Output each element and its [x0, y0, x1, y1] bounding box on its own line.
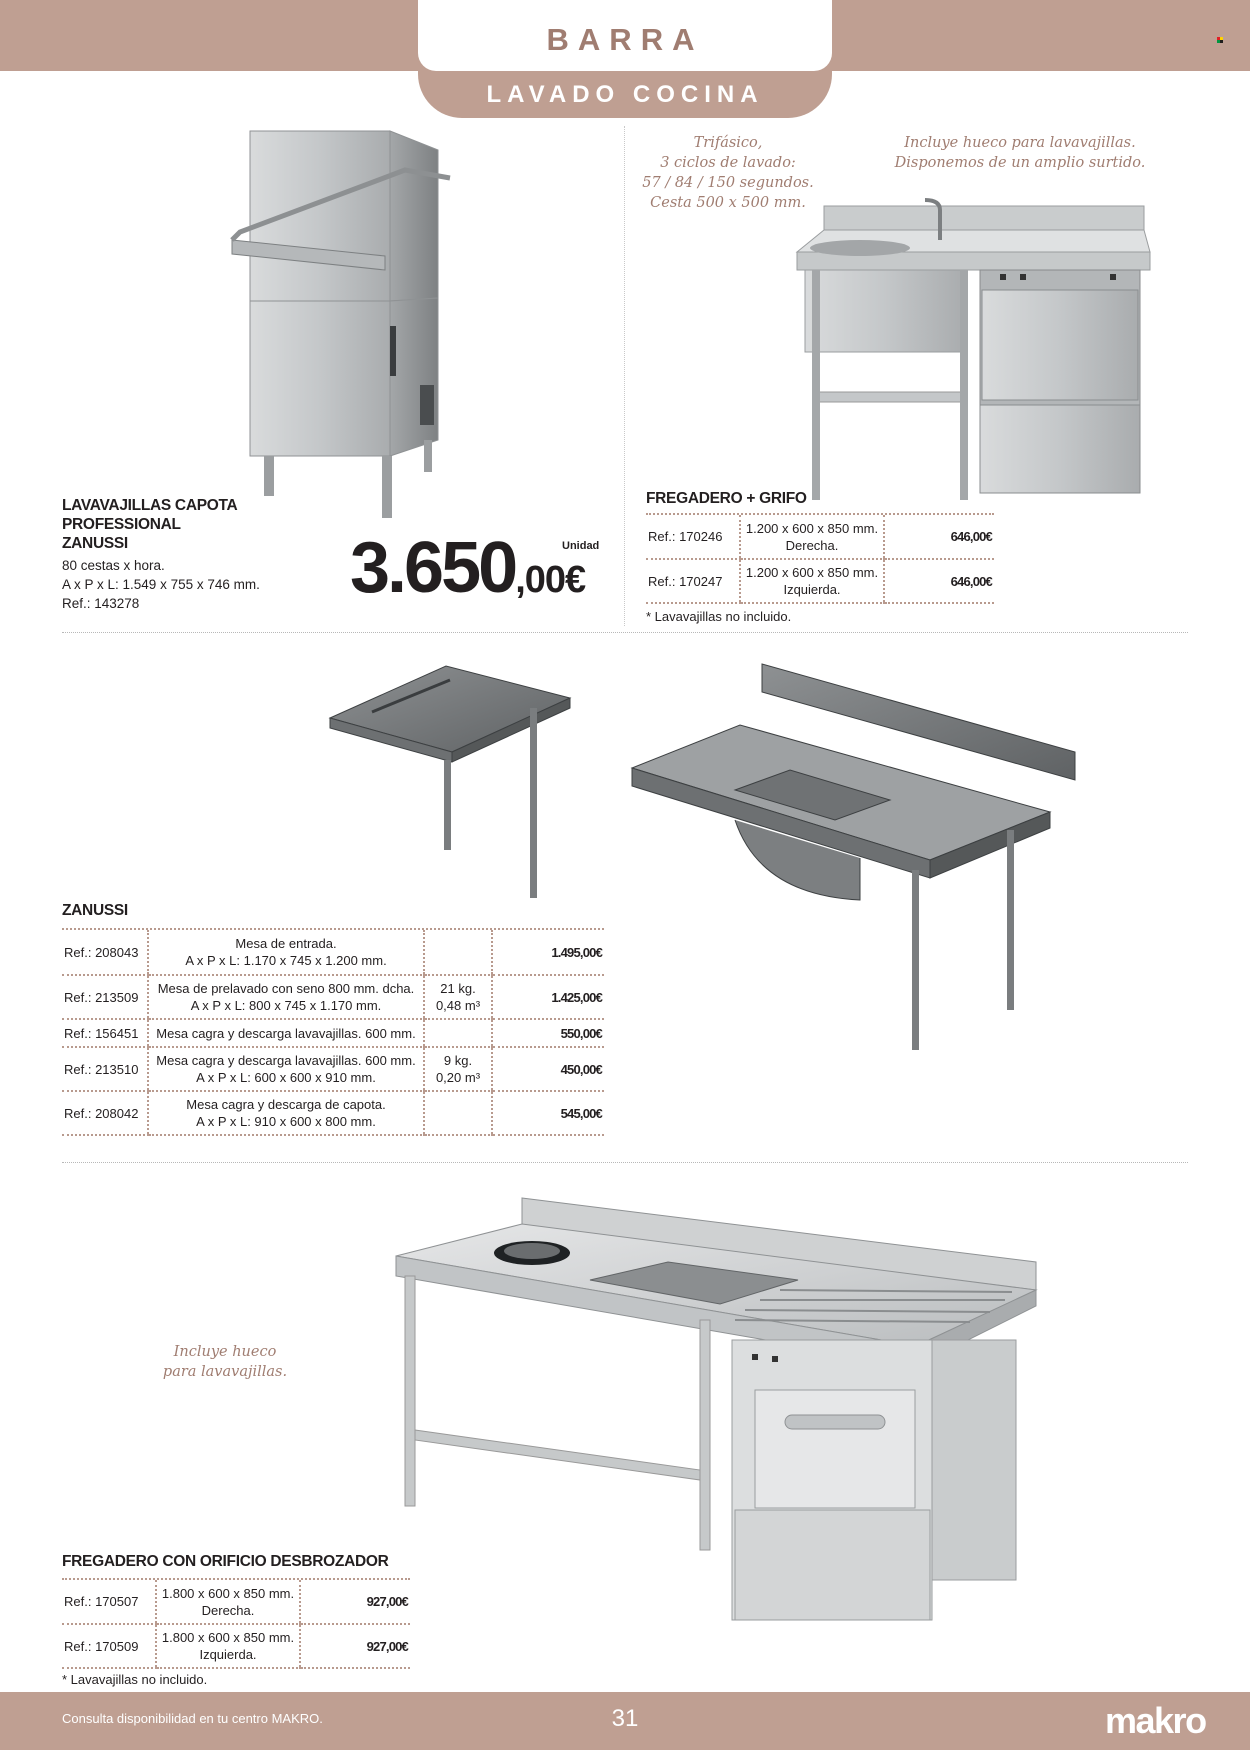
note-line: 3 ciclos de lavado:	[660, 155, 796, 171]
weight-cell	[424, 1019, 492, 1047]
desc-line: 1.200 x 600 x 850 mm.	[745, 520, 879, 536]
desc-line: Mesa de prelavado con seno 800 mm. dcha.	[157, 981, 415, 996]
price-cell: 1.425,00€	[492, 975, 604, 1019]
desc-line: Mesa de entrada.	[235, 936, 337, 951]
desc-line: Mesa cagra y descarga de capota.	[186, 1097, 386, 1112]
zanussi-table	[62, 930, 604, 1136]
table-row	[646, 559, 994, 603]
volume-line: 0,20 m³	[435, 1070, 481, 1085]
desc-cell	[148, 975, 424, 1019]
ref-cell: Ref.: 156451	[62, 1019, 148, 1047]
table-row	[646, 515, 994, 559]
desc-cell	[156, 1624, 300, 1668]
desc-line: A x P x L: 910 x 600 x 800 mm.	[196, 1114, 376, 1129]
ref-cell: Ref.: 170507	[62, 1580, 156, 1624]
note-line: Disponemos de un amplio surtido.	[894, 155, 1146, 171]
weight-line: 9 kg.	[443, 1053, 473, 1068]
desc-cell	[148, 1047, 424, 1091]
sink-faucet-title: FREGADERO + GRIFO	[646, 490, 807, 507]
price-cell: 545,00€	[492, 1091, 604, 1135]
ref-cell: Ref.: 170246	[646, 515, 740, 559]
desc-line: A x P x L: 1.170 x 745 x 1.200 mm.	[185, 953, 387, 968]
desc-line: 1.800 x 600 x 850 mm.	[161, 1585, 295, 1601]
dishwasher-spec: Ref.: 143278	[62, 596, 140, 611]
page-number: 31	[611, 1705, 639, 1732]
price-cell: 1.495,00€	[492, 930, 604, 975]
desc-line: 1.800 x 600 x 850 mm.	[161, 1630, 295, 1645]
unit-label: Unidad	[562, 540, 600, 552]
dishwasher-spec: 80 cestas x hora.	[62, 558, 165, 573]
desc-cell	[148, 1019, 424, 1047]
dishwasher-title-line: PROFESSIONAL	[62, 516, 181, 533]
desc-line: Derecha.	[201, 1602, 255, 1618]
table-row	[62, 1047, 604, 1091]
price-cell: 450,00€	[492, 1047, 604, 1091]
table-row	[62, 1019, 604, 1047]
section-title: BARRA	[546, 22, 704, 57]
desc-line: A x P x L: 800 x 745 x 1.170 mm.	[190, 998, 382, 1013]
table-row	[62, 1624, 410, 1668]
sink-hole-table	[62, 1580, 410, 1669]
price-cell: 646,00€	[884, 559, 994, 603]
note-line: Trifásico,	[693, 135, 763, 151]
desc-line: Izquierda.	[783, 582, 841, 597]
ref-cell: Ref.: 170247	[646, 559, 740, 603]
price-decimal: ,00€	[515, 559, 586, 601]
desc-line: Mesa cagra y descarga lavavajillas. 600 mm.	[156, 1025, 416, 1041]
sink-hole-note	[150, 1342, 300, 1382]
ref-cell: Ref.: 208043	[62, 930, 148, 975]
note-line: Incluye hueco	[173, 1344, 277, 1360]
sink-faucet-table	[646, 515, 994, 604]
dishwasher-title-line: LAVAVAJILLAS CAPOTA	[62, 497, 238, 514]
sink-hole-title: FREGADERO CON ORIFICIO DESBROZADOR	[62, 1553, 389, 1570]
price-integer: 3.650	[350, 528, 516, 608]
dishwasher-specs	[62, 556, 260, 613]
desc-line: Izquierda.	[199, 1647, 257, 1662]
sink-hole-footnote: * Lavavajillas no incluido.	[62, 1672, 208, 1687]
desc-line: Mesa cagra y descarga lavavajillas. 600 mm.	[156, 1053, 416, 1068]
volume-line: 0,48 m³	[435, 998, 481, 1013]
desc-line: 1.200 x 600 x 850 mm.	[745, 565, 879, 580]
ref-cell: Ref.: 213509	[62, 975, 148, 1019]
ref-cell: Ref.: 208042	[62, 1091, 148, 1135]
table-row	[62, 1580, 410, 1624]
weight-cell	[424, 1047, 492, 1091]
sink-faucet-note	[870, 133, 1170, 173]
desc-cell	[740, 515, 884, 559]
dishwasher-title	[62, 496, 237, 553]
dishwasher-title-line: ZANUSSI	[62, 535, 128, 552]
subsection-title: LAVADO COCINA	[486, 81, 764, 108]
section-separator	[62, 1162, 1188, 1163]
desc-line: A x P x L: 600 x 600 x 910 mm.	[196, 1070, 376, 1085]
dishwasher-spec: A x P x L: 1.549 x 755 x 746 mm.	[62, 577, 260, 592]
table-row	[62, 975, 604, 1019]
makro-logo: makro	[1105, 1700, 1206, 1741]
weight-cell	[424, 1091, 492, 1135]
table-row	[62, 1091, 604, 1135]
column-divider	[624, 126, 625, 626]
price-cell: 927,00€	[300, 1624, 410, 1668]
section-separator	[62, 632, 1188, 633]
table-row	[62, 930, 604, 975]
dishwasher-note	[628, 133, 828, 213]
desc-cell	[148, 1091, 424, 1135]
availability-note: Consulta disponibilidad en tu centro MAKRO.	[62, 1711, 323, 1726]
desc-cell	[740, 559, 884, 603]
desc-cell	[156, 1580, 300, 1624]
price-cell: 646,00€	[884, 515, 994, 559]
note-line: para lavavajillas.	[162, 1364, 288, 1380]
weight-line: 21 kg.	[440, 981, 476, 996]
desc-cell	[148, 930, 424, 975]
ref-cell: Ref.: 170509	[62, 1624, 156, 1668]
price-cell: 550,00€	[492, 1019, 604, 1047]
weight-cell	[424, 930, 492, 975]
ref-cell: Ref.: 213510	[62, 1047, 148, 1091]
note-line: Cesta 500 x 500 mm.	[650, 195, 806, 211]
price-cell: 927,00€	[300, 1580, 410, 1624]
weight-cell	[424, 975, 492, 1019]
note-line: 57 / 84 / 150 segundos.	[642, 175, 814, 191]
dishwasher-price	[350, 528, 585, 620]
desc-line: Derecha.	[785, 537, 839, 553]
zanussi-title: ZANUSSI	[62, 902, 128, 919]
sink-faucet-footnote: * Lavavajillas no incluido.	[646, 609, 792, 624]
registration-mark	[1217, 37, 1224, 44]
note-line: Incluye hueco para lavavajillas.	[904, 135, 1136, 151]
